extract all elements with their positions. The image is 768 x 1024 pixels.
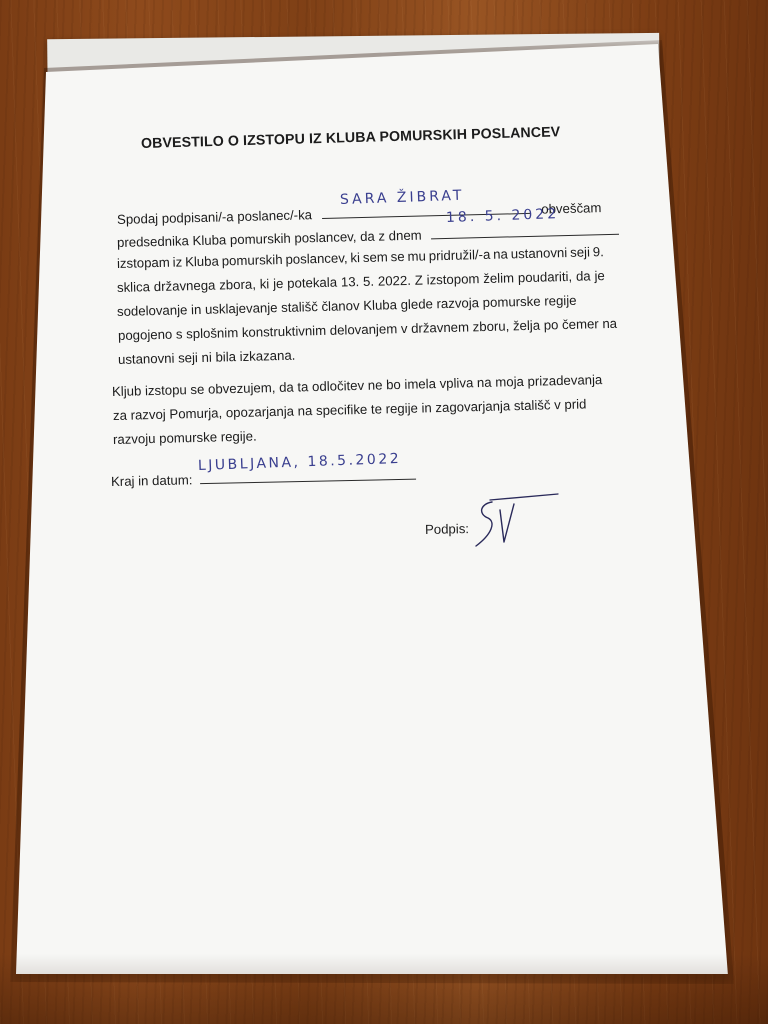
word: ki (350, 250, 361, 266)
word: 9. (592, 244, 604, 260)
place-date-label-text: Kraj in datum: (110, 472, 193, 489)
p1-line4 (117, 268, 605, 295)
word: 5. (362, 273, 375, 289)
word: seji (569, 244, 591, 260)
word: Kluba (184, 253, 220, 270)
p1-line7: ustanovni seji ni bila izkazana. (117, 347, 296, 367)
p2-line3: razvoju pomurske regije. (112, 428, 257, 447)
p1-line1-start: Spodaj podpisani/-a poslanec/-ka (116, 207, 313, 227)
handwritten-place-date: LJUBLJANA, 18.5.2022 (197, 450, 402, 474)
word: sklica (116, 279, 151, 295)
word: potekala (287, 274, 338, 291)
word: želim (483, 270, 515, 287)
word: poslancev, (285, 250, 348, 267)
handwritten-date: 18. 5. 2022 (445, 206, 560, 226)
word: je (594, 268, 605, 284)
word: 13. (340, 274, 360, 290)
word: Z (414, 272, 423, 288)
word: državnega (153, 277, 216, 295)
p1-line2-start: predsednika Kluba pomurskih poslancev, da z dnem (116, 227, 422, 250)
p1-line5: sodelovanje in usklajevanje stališč članov Kluba glede razvoja pomurske regije (116, 292, 577, 319)
word: sem (362, 249, 388, 265)
word: izstopom (426, 271, 480, 288)
word: iz (172, 254, 183, 270)
word: poudariti, (517, 268, 573, 286)
word: zbora, (219, 276, 257, 293)
signature-scribble (470, 490, 570, 554)
word: pridružil/-a (428, 246, 491, 264)
word: pomurskih (221, 251, 283, 269)
p1-line6: pogojeno s splošnim konstruktivnim delovanjem v državnem zboru, želja po čemer na (117, 315, 618, 343)
word: se (390, 248, 405, 265)
word: 2022. (377, 272, 412, 289)
signature-label: Podpis: (424, 521, 470, 537)
word: mu (407, 248, 427, 264)
document-title: OBVESTILO O IZSTOPU IZ KLUBA POMURSKIH POSLANCEV (140, 124, 561, 152)
word: ustanovni (510, 244, 568, 262)
word: na (493, 246, 509, 262)
word: ki (259, 276, 270, 292)
word: da (575, 268, 591, 284)
p2-line1: Kljub izstopu se obvezujem, da ta odločitev ne bo imela vpliva na moja prizadevanja (111, 372, 603, 399)
p1-line1-end: obveščam (541, 200, 602, 217)
handwritten-name: SARA ŽIBRAT (339, 187, 465, 208)
word: je (272, 275, 284, 292)
word: izstopam (116, 254, 170, 271)
p2-line2: za razvoj Pomurja, opozarjanja na specifike te regije in zagovarjanja stališč v prid (112, 396, 587, 423)
